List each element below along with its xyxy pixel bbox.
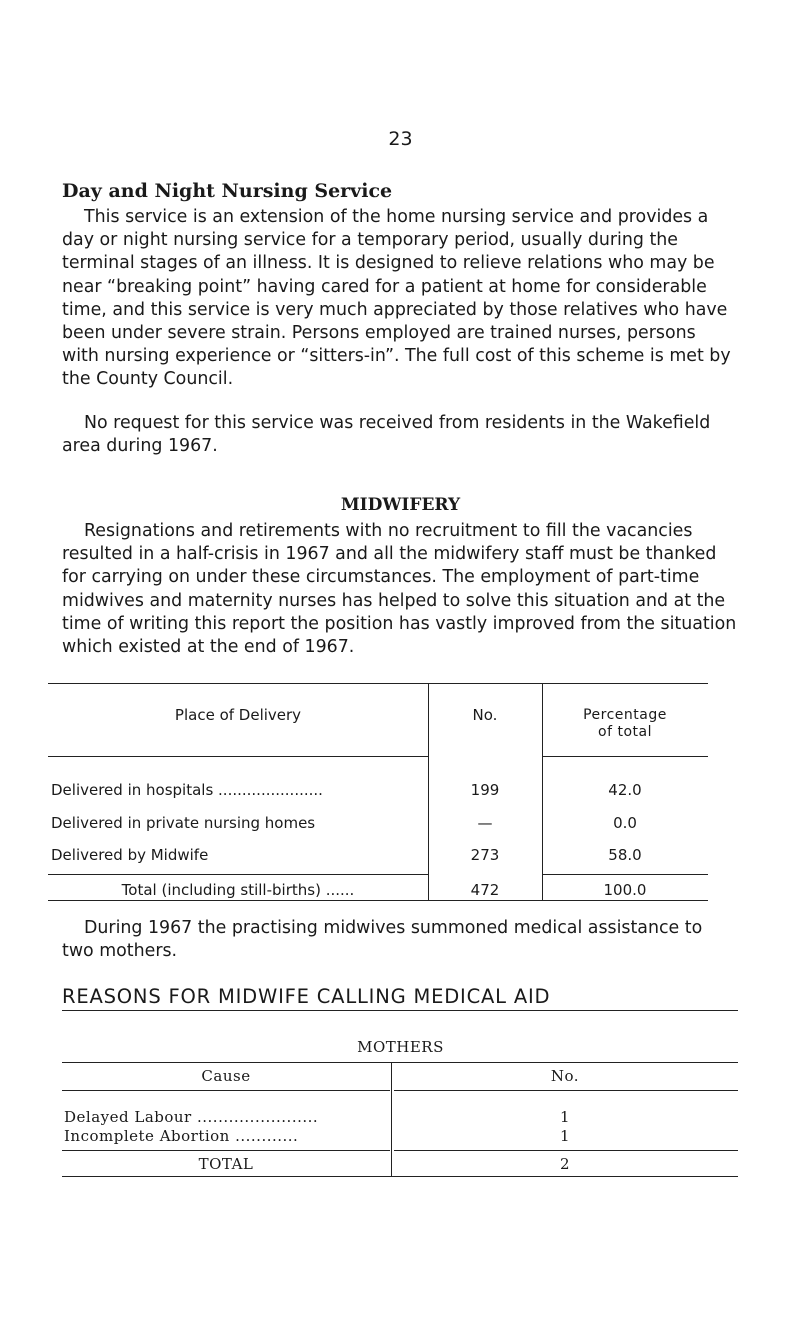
cause-header: Cause <box>201 1067 251 1085</box>
total-no: 472 <box>470 881 500 899</box>
row-place: Delivered in hospitals ...................... <box>51 781 323 799</box>
table-rule-total-pct <box>542 874 708 875</box>
mothers-subtitle: MOTHERS <box>357 1038 444 1056</box>
cause-row-no: 1 <box>559 1127 571 1145</box>
row-place: Delivered in private nursing homes <box>51 814 316 832</box>
table-rule-top <box>48 683 708 684</box>
cause-rule-total-right <box>394 1150 738 1151</box>
total-pct: 100.0 <box>603 881 647 899</box>
row-no: 273 <box>470 846 500 864</box>
cause-total-label: TOTAL <box>198 1155 254 1173</box>
table-rule-total-place <box>48 874 428 875</box>
row-pct: 58.0 <box>608 846 642 864</box>
row-no: 199 <box>470 781 500 799</box>
delivery-table <box>48 683 708 901</box>
row-place: Delivered by Midwife <box>51 846 209 864</box>
cause-rule-bottom <box>62 1176 738 1177</box>
section-heading-nursing: Day and Night Nursing Service <box>62 180 393 202</box>
header-place: Place of Delivery <box>174 706 302 724</box>
reasons-title: REASONS FOR MIDWIFE CALLING MEDICAL AID <box>62 985 551 1008</box>
cause-rule-header-left <box>62 1090 390 1091</box>
table-rule-bottom <box>48 900 708 901</box>
cause-total-no: 2 <box>559 1155 571 1173</box>
midwifery-paragraph: Resignations and retirements with no recruitment to fill the vacancies resulted in a half-crisis in 1967 and all the midwifery staff must be thanked for carrying on under these circumstances. The employment of part-time midwives and maternity nurses has helped to solve this situation and at the time of writing this report the position has vastly improved from the situation which existed at the end of 1967. <box>62 521 737 658</box>
cause-row-label: Incomplete Abortion ............ <box>64 1127 299 1145</box>
medical-aid-paragraph: During 1967 the practising midwives summoned medical assistance to two mothers. <box>62 918 703 962</box>
row-pct: 42.0 <box>608 781 642 799</box>
table-rule-header-place <box>48 756 428 757</box>
reasons-title-underline <box>62 1010 738 1011</box>
header-percentage <box>542 707 708 741</box>
header-no: No. <box>472 706 498 724</box>
cause-rule-top <box>62 1062 738 1063</box>
nursing-paragraph-2: No request for this service was received from residents in the Wakefield area during 1967. <box>62 413 711 457</box>
header-percentage-line2: of total <box>598 724 652 740</box>
cause-rule-header-right <box>394 1090 738 1091</box>
cause-table <box>62 1062 738 1240</box>
section-title-midwifery: MIDWIFERY <box>340 495 461 515</box>
row-no: — <box>477 814 493 832</box>
total-place: Total (including still-births) ...... <box>121 881 355 899</box>
header-percentage-line1: Percentage <box>583 707 667 723</box>
cause-row-label: Delayed Labour ....................... <box>64 1108 319 1126</box>
cause-rule-total-left <box>62 1150 390 1151</box>
cause-no-header: No. <box>550 1067 580 1085</box>
nursing-paragraph-1: This service is an extension of the home nursing service and provides a day or night nursing service for a temporary period, usually during the terminal stages of an illness. It is designed to relieve relations who may be near “breaking point” having cared for a patient at home for considerable time, and this service is very much appreciated by those relatives who have been under severe strain. Persons employed are trained nurses, persons with nursing experience or “sitters-in”. The full cost of this scheme is met by the County Council. <box>62 207 731 390</box>
cause-row-no: 1 <box>559 1108 571 1126</box>
page-number: 23 <box>388 128 413 150</box>
table-rule-header-pct <box>542 756 708 757</box>
row-pct: 0.0 <box>613 814 637 832</box>
